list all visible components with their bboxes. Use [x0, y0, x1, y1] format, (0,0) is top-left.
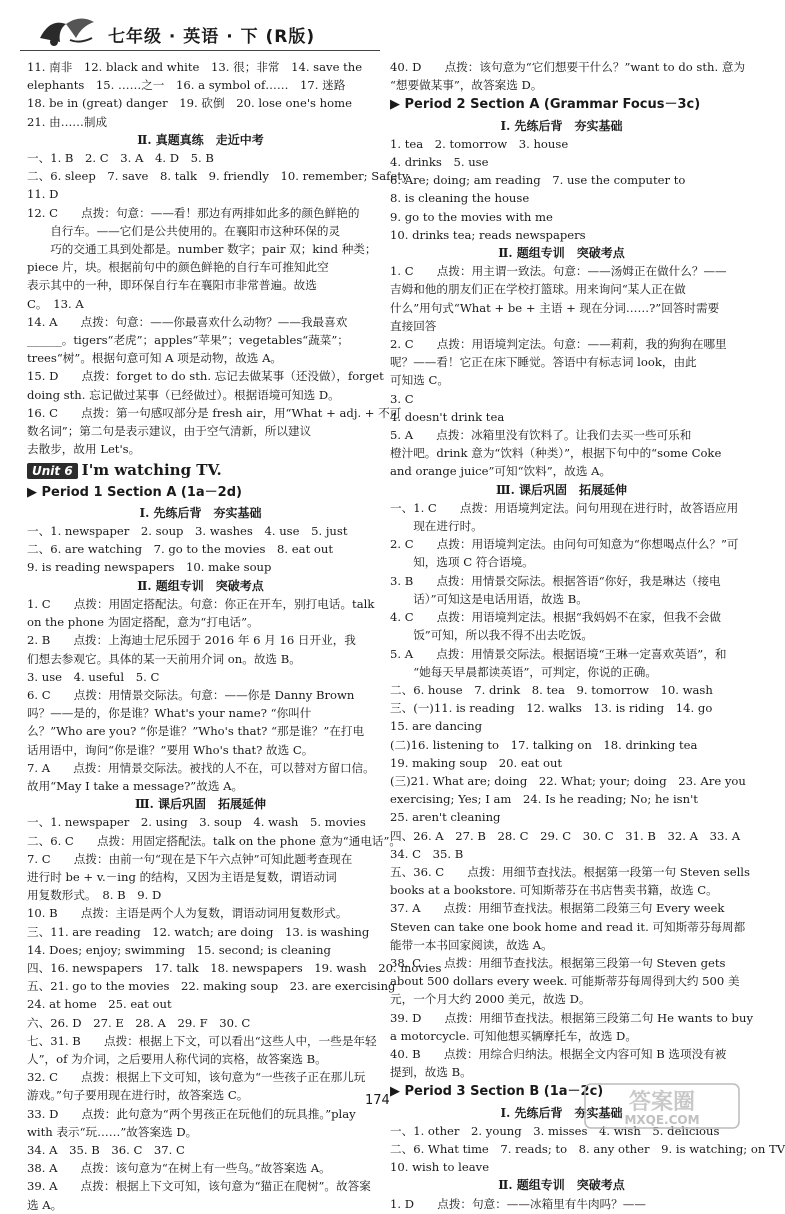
- answer-line: 五、21. go to the movies 22. making soup 23. are exercising: [27, 979, 396, 994]
- answer-line: 一、1. newspaper 2. using 3. soup 4. wash 5. movies: [27, 815, 366, 830]
- answer-line: 五、36. C 点拨：用细节查找法。根据第一段第一句 Steven sells: [390, 864, 750, 879]
- answer-line: 吗？——是的，你是谁？What's your name? “你叫什: [27, 706, 312, 721]
- page-header-title: 七年级 · 英语 · 下 (R版): [108, 27, 316, 47]
- answer-line: 二、6. sleep 7. save 8. talk 9. friendly 10. remember; Safety: [27, 169, 409, 184]
- section-heading: Ⅱ. 真题真练 走近中考: [137, 132, 264, 147]
- section-heading: Ⅲ. 课后巩固 拓展延伸: [496, 482, 627, 497]
- answer-line: 元，一个月大约 2000 美元，故选 D。: [390, 992, 591, 1007]
- section-heading: Ⅱ. 题组专训 突破考点: [498, 1178, 625, 1193]
- answer-line: 巧的交通工具到处都是。number 数字；pair 双；kind 种类；: [27, 242, 377, 257]
- answer-line: 38. A 点拨：该句意为“在树上有一些鸟。”故答案选 A。: [27, 1161, 331, 1176]
- answer-line: 吉姆和他的朋友们正在学校打篮球。用来询问“某人正在做: [390, 282, 686, 297]
- brand-logo: [36, 12, 98, 50]
- answer-line: 一、1. other 2. young 3. misses 4. wish 5. delicious: [390, 1123, 720, 1138]
- answer-line: 三、11. are reading 12. watch; are doing 13. is washing: [27, 924, 370, 939]
- unit-heading: [27, 461, 374, 480]
- section-heading: Ⅰ. 先练后背 夯实基础: [500, 118, 623, 133]
- answer-line: piece 片，块。根据前句中的颜色鲜艳的自行车可推知此空: [27, 260, 329, 275]
- answer-line: exercising; Yes; I am 24. Is he reading; No; he isn't: [390, 792, 698, 807]
- answer-line: 4. C 点拨：用语境判定法。根据“我妈妈不在家，但我不会做: [390, 610, 721, 625]
- answer-line: 2. C 点拨：用语境判定法。由问句可知意为“你想喝点什么？”可: [390, 537, 739, 552]
- answer-line: 四、16. newspapers 17. talk 18. newspapers 19. wash 20. movies: [27, 960, 442, 975]
- answer-line: a motorcycle. 可知他想买辆摩托车，故选 D。: [390, 1028, 637, 1043]
- answer-line: 四、26. A 27. B 28. C 29. C 30. C 31. B 32. A 33. A: [390, 828, 741, 843]
- answer-line: 10. drinks tea; reads newspapers: [390, 227, 586, 242]
- section-heading: Ⅱ. 题组专训 突破考点: [137, 578, 264, 593]
- answer-line: 饭”可知，所以我不得不出去吃饭。: [390, 628, 594, 643]
- answer-line: 4. doesn't drink tea: [390, 409, 505, 424]
- answer-line: 故用“May I take a message?”故选 A。: [27, 778, 244, 793]
- answer-line: 游戏。”句子要用现在进行时，故答案选 C。: [27, 1088, 249, 1103]
- answer-line: 话）”可知这是电话用语，故选 B。: [390, 591, 588, 606]
- answer-line: about 500 dollars every week. 可能斯蒂芬每周得到大约 500 美: [390, 974, 740, 989]
- answer-line: 6. Are; doing; am reading 7. use the computer to: [390, 173, 686, 188]
- answer-line: (二)16. listening to 17. talking on 18. drinking tea: [390, 737, 698, 752]
- answer-line: 表示其中的一种，即环保自行车在襄阳市非常普遍。故选: [27, 278, 317, 293]
- answer-line: 10. B 点拨：主语是两个人为复数，谓语动词用复数形式。: [27, 906, 348, 921]
- answer-line: Steven can take one book home and read it. 可知斯蒂芬每周都: [390, 919, 746, 934]
- answer-line: 14. A 点拨：句意：——你最喜欢什么动物？——我最喜欢: [27, 314, 348, 329]
- answer-line: 六、26. D 27. E 28. A 29. F 30. C: [27, 1015, 251, 1030]
- answer-line: 用复数形式。 8. B 9. D: [27, 888, 162, 903]
- answer-line: 1. C 点拨：用固定搭配法。句意：你正在开车，别打电话。talk: [27, 596, 375, 611]
- answer-line: 14. Does; enjoy; swimming 15. second; is cleaning: [27, 942, 331, 957]
- answer-line: 选 A。: [27, 1197, 63, 1212]
- answer-line: 么？”Who are you? “你是谁？”Who's that? “那是谁？”在打电: [27, 724, 365, 739]
- answer-line: 二、6. house 7. drink 8. tea 9. tomorrow 10. wash: [390, 682, 713, 697]
- answer-line: 3. use 4. useful 5. C: [27, 669, 160, 684]
- answer-line: 7. C 点拨：由前一句“现在是下午六点钟”可知此题考查现在: [27, 851, 353, 866]
- answer-line: 2. C 点拨：用语境判定法。句意：——莉莉，我的狗狗在哪里: [390, 337, 727, 352]
- answer-line: 话用语中，询问“你是谁？”要用 Who's that? 故选 C。: [27, 742, 314, 757]
- page-header: [0, 0, 750, 56]
- answer-line: 25. aren't cleaning: [390, 810, 501, 825]
- answer-line: 21. 由……制成: [27, 114, 108, 129]
- header-divider: [20, 50, 380, 51]
- answer-line: 10. wish to leave: [390, 1160, 490, 1175]
- answer-line: elephants 15. ……之一 16. a symbol of…… 17. 迷路: [27, 78, 346, 93]
- answer-line: 6. C 点拨：用情景交际法。句意：——你是 Danny Brown: [27, 687, 355, 702]
- answer-line: 4. drinks 5. use: [390, 155, 489, 170]
- answer-line: 34. C 35. B: [390, 846, 464, 861]
- answer-line: 进行时 be + v.－ing 的结构，又因为主语是复数，谓语动词: [27, 869, 337, 884]
- answer-line: 二、6. C 点拨：用固定搭配法。talk on the phone 意为“通电话”。: [27, 833, 402, 848]
- answer-line: 37. A 点拨：用细节查找法。根据第二段第三句 Every week: [390, 901, 725, 916]
- answer-line: 38. C 点拨：用细节查找法。根据第三段第一句 Steven gets: [390, 955, 726, 970]
- answer-line: 11. 南非 12. black and white 13. 很；非常 14. save the: [27, 60, 363, 74]
- answer-line: 9. go to the movies with me: [390, 209, 553, 224]
- period-heading: ▶ Period 3 Section B (1a－2c): [390, 1084, 604, 1100]
- answer-line: 33. D 点拨：此句意为“两个男孩正在玩他们的玩具推。”play: [27, 1106, 356, 1121]
- answer-line: 1. D 点拨：句意：——冰箱里有牛肉吗？——: [390, 1196, 646, 1211]
- answer-line: 知，选项 C 符合语境。: [390, 555, 534, 570]
- answer-line: 提到，故选 B。: [390, 1065, 472, 1080]
- answer-line: 40. D 点拨：该句意为“它们想要干什么？”want to do sth. 意为: [390, 60, 746, 74]
- answer-line: 数名词”；第二句是表示建议，由于空气清新，所以建议: [27, 424, 312, 439]
- unit-badge: Unit 6: [27, 463, 78, 479]
- answer-line: 去散步，故用 Let's。: [27, 442, 141, 457]
- answer-line: 直接回答: [390, 318, 437, 333]
- answer-line: 1. tea 2. tomorrow 3. house: [390, 136, 569, 151]
- answer-line: (三)21. What are; doing 22. What; your; doing 23. Are you: [390, 773, 746, 788]
- answer-line: 32. C 点拨：根据上下文可知，该句意为“一些孩子正在那儿玩: [27, 1070, 366, 1085]
- section-heading: Ⅰ. 先练后背 夯实基础: [500, 1105, 623, 1120]
- answer-line: 15. are dancing: [390, 719, 483, 734]
- answer-line: 呢？——看！它正在床下睡觉。答语中有标志词 look，由此: [390, 355, 697, 370]
- answer-line: 1. C 点拨：用主谓一致法。句意：——汤姆正在做什么？——: [390, 264, 727, 279]
- answer-line: books at a bookstore. 可知斯蒂芬在书店售卖书籍，故选 C。: [390, 883, 718, 898]
- answer-line: 18. be in (great) danger 19. 砍倒 20. lose one's home: [27, 96, 352, 111]
- answer-line: 39. D 点拨：用细节查找法。根据第三段第二句 He wants to buy: [390, 1010, 753, 1025]
- right-column: [390, 58, 785, 1213]
- page-number: 174: [365, 1093, 390, 1108]
- answer-line: 二、6. are watching 7. go to the movies 8. eat out: [27, 542, 334, 557]
- answer-line: 一、1. C 点拨：用语境判定法。问句用现在进行时，故答语应用: [390, 500, 739, 515]
- answer-line: 一、1. B 2. C 3. A 4. D 5. B: [27, 151, 214, 166]
- watermark-url: MXQE.COM: [624, 1113, 700, 1127]
- answer-line: 2. B 点拨：上海迪士尼乐园于 2016 年 6 月 16 日开业，我: [27, 633, 356, 648]
- answer-line: doing sth. 忘记做过某事（已经做过）。根据语境可知选 D。: [27, 387, 340, 402]
- section-heading: Ⅱ. 题组专训 突破考点: [498, 246, 625, 261]
- answer-line: 3. C: [390, 391, 414, 406]
- answer-line: 9. is reading newspapers 10. make soup: [27, 560, 272, 575]
- answer-line: 11. D: [27, 187, 59, 202]
- answer-line: C。 13. A: [27, 296, 84, 311]
- answer-line: 们想去参观它。具体的某一天前用介词 on。故选 B。: [27, 651, 301, 666]
- answer-line: 16. C 点拨：第一句感叹部分是 fresh air，用“What + adj. + 不可: [27, 405, 402, 420]
- answer-line: 5. A 点拨：用情景交际法。根据语境“王琳一定喜欢英语”，和: [390, 646, 727, 661]
- answer-line: 橙汁吧。drink 意为“饮料（种类）”，根据下句中的“some Coke: [390, 446, 722, 461]
- answer-line: 8. is cleaning the house: [390, 191, 530, 206]
- answer-line: 7. A 点拨：用情景交际法。被找的人不在，可以替对方留口信。: [27, 760, 375, 775]
- answer-line: 自行车。——它们是公共使用的。在襄阳市这种环保的灵: [27, 223, 341, 238]
- answer-line: 15. D 点拨：forget to do sth. 忘记去做某事（还没做），forget: [27, 369, 384, 384]
- period-heading: ▶ Period 2 Section A (Grammar Focus－3c): [390, 97, 701, 113]
- answer-line: “想要做某事”，故答案选 D。: [390, 78, 543, 93]
- answer-line: “她每天早晨都读英语”，可判定，你说的正确。: [390, 664, 657, 679]
- answer-line: 19. making soup 20. eat out: [390, 755, 563, 770]
- watermark-logo: [583, 1082, 741, 1130]
- answer-line: 12. C 点拨：句意：——看！那边有两排如此多的颜色鲜艳的: [27, 205, 360, 220]
- answer-line: 39. A 点拨：根据上下文可知，该句意为“猫正在爬树”。故答案: [27, 1179, 371, 1194]
- answer-line: 什么”用句式“What + be + 主语 + 现在分词……?”回答时需要: [390, 300, 720, 315]
- answer-line: 现在进行时。: [390, 519, 483, 534]
- answer-line: with 表示“玩……”故答案选 D。: [27, 1124, 198, 1139]
- answer-line: 34. A 35. B 36. C 37. C: [27, 1142, 185, 1157]
- answer-line: 二、6. What time 7. reads; to 8. any other 9. is watching; on TV: [390, 1141, 785, 1156]
- answer-line: 人”，of 为介词，之后要用人称代词的宾格，故答案选 B。: [27, 1051, 327, 1066]
- answer-line: 5. A 点拨：冰箱里没有饮料了。让我们去买一些可乐和: [390, 428, 692, 443]
- section-heading: Ⅲ. 课后巩固 拓展延伸: [135, 797, 266, 812]
- period-heading: ▶ Period 1 Section A (1a－2d): [27, 484, 242, 500]
- answer-line: 24. at home 25. eat out: [27, 997, 172, 1012]
- answer-line: on the phone 为固定搭配，意为“打电话”。: [27, 615, 259, 630]
- answer-line: 40. B 点拨：用综合归纳法。根据全文内容可知 B 选项没有被: [390, 1046, 727, 1061]
- watermark-text: 答案圈: [628, 1090, 696, 1115]
- unit-title: I'm watching TV.: [81, 461, 222, 480]
- answer-line: 能带一本书回家阅读，故选 A。: [390, 937, 553, 952]
- answer-line: 七、31. B 点拨：根据上下文，可以看出“这些人中，一些是年轻: [27, 1033, 377, 1048]
- answer-line: 可知选 C。: [390, 373, 449, 388]
- answer-line: ______。tigers“老虎”；apples“苹果”；vegetables“蔬菜”；: [27, 333, 349, 348]
- answer-line: and orange juice”可知“饮料”，故选 A。: [390, 464, 612, 479]
- answer-line: 三、(一)11. is reading 12. walks 13. is riding 14. go: [390, 701, 713, 716]
- answer-line: trees“树”。根据句意可知 A 项是动物，故选 A。: [27, 351, 283, 366]
- answer-line: 一、1. newspaper 2. soup 3. washes 4. use 5. just: [27, 524, 348, 539]
- answer-line: 3. B 点拨：用情景交际法。根据答语“你好，我是琳达（接电: [390, 573, 721, 588]
- section-heading: Ⅰ. 先练后背 夯实基础: [139, 505, 262, 520]
